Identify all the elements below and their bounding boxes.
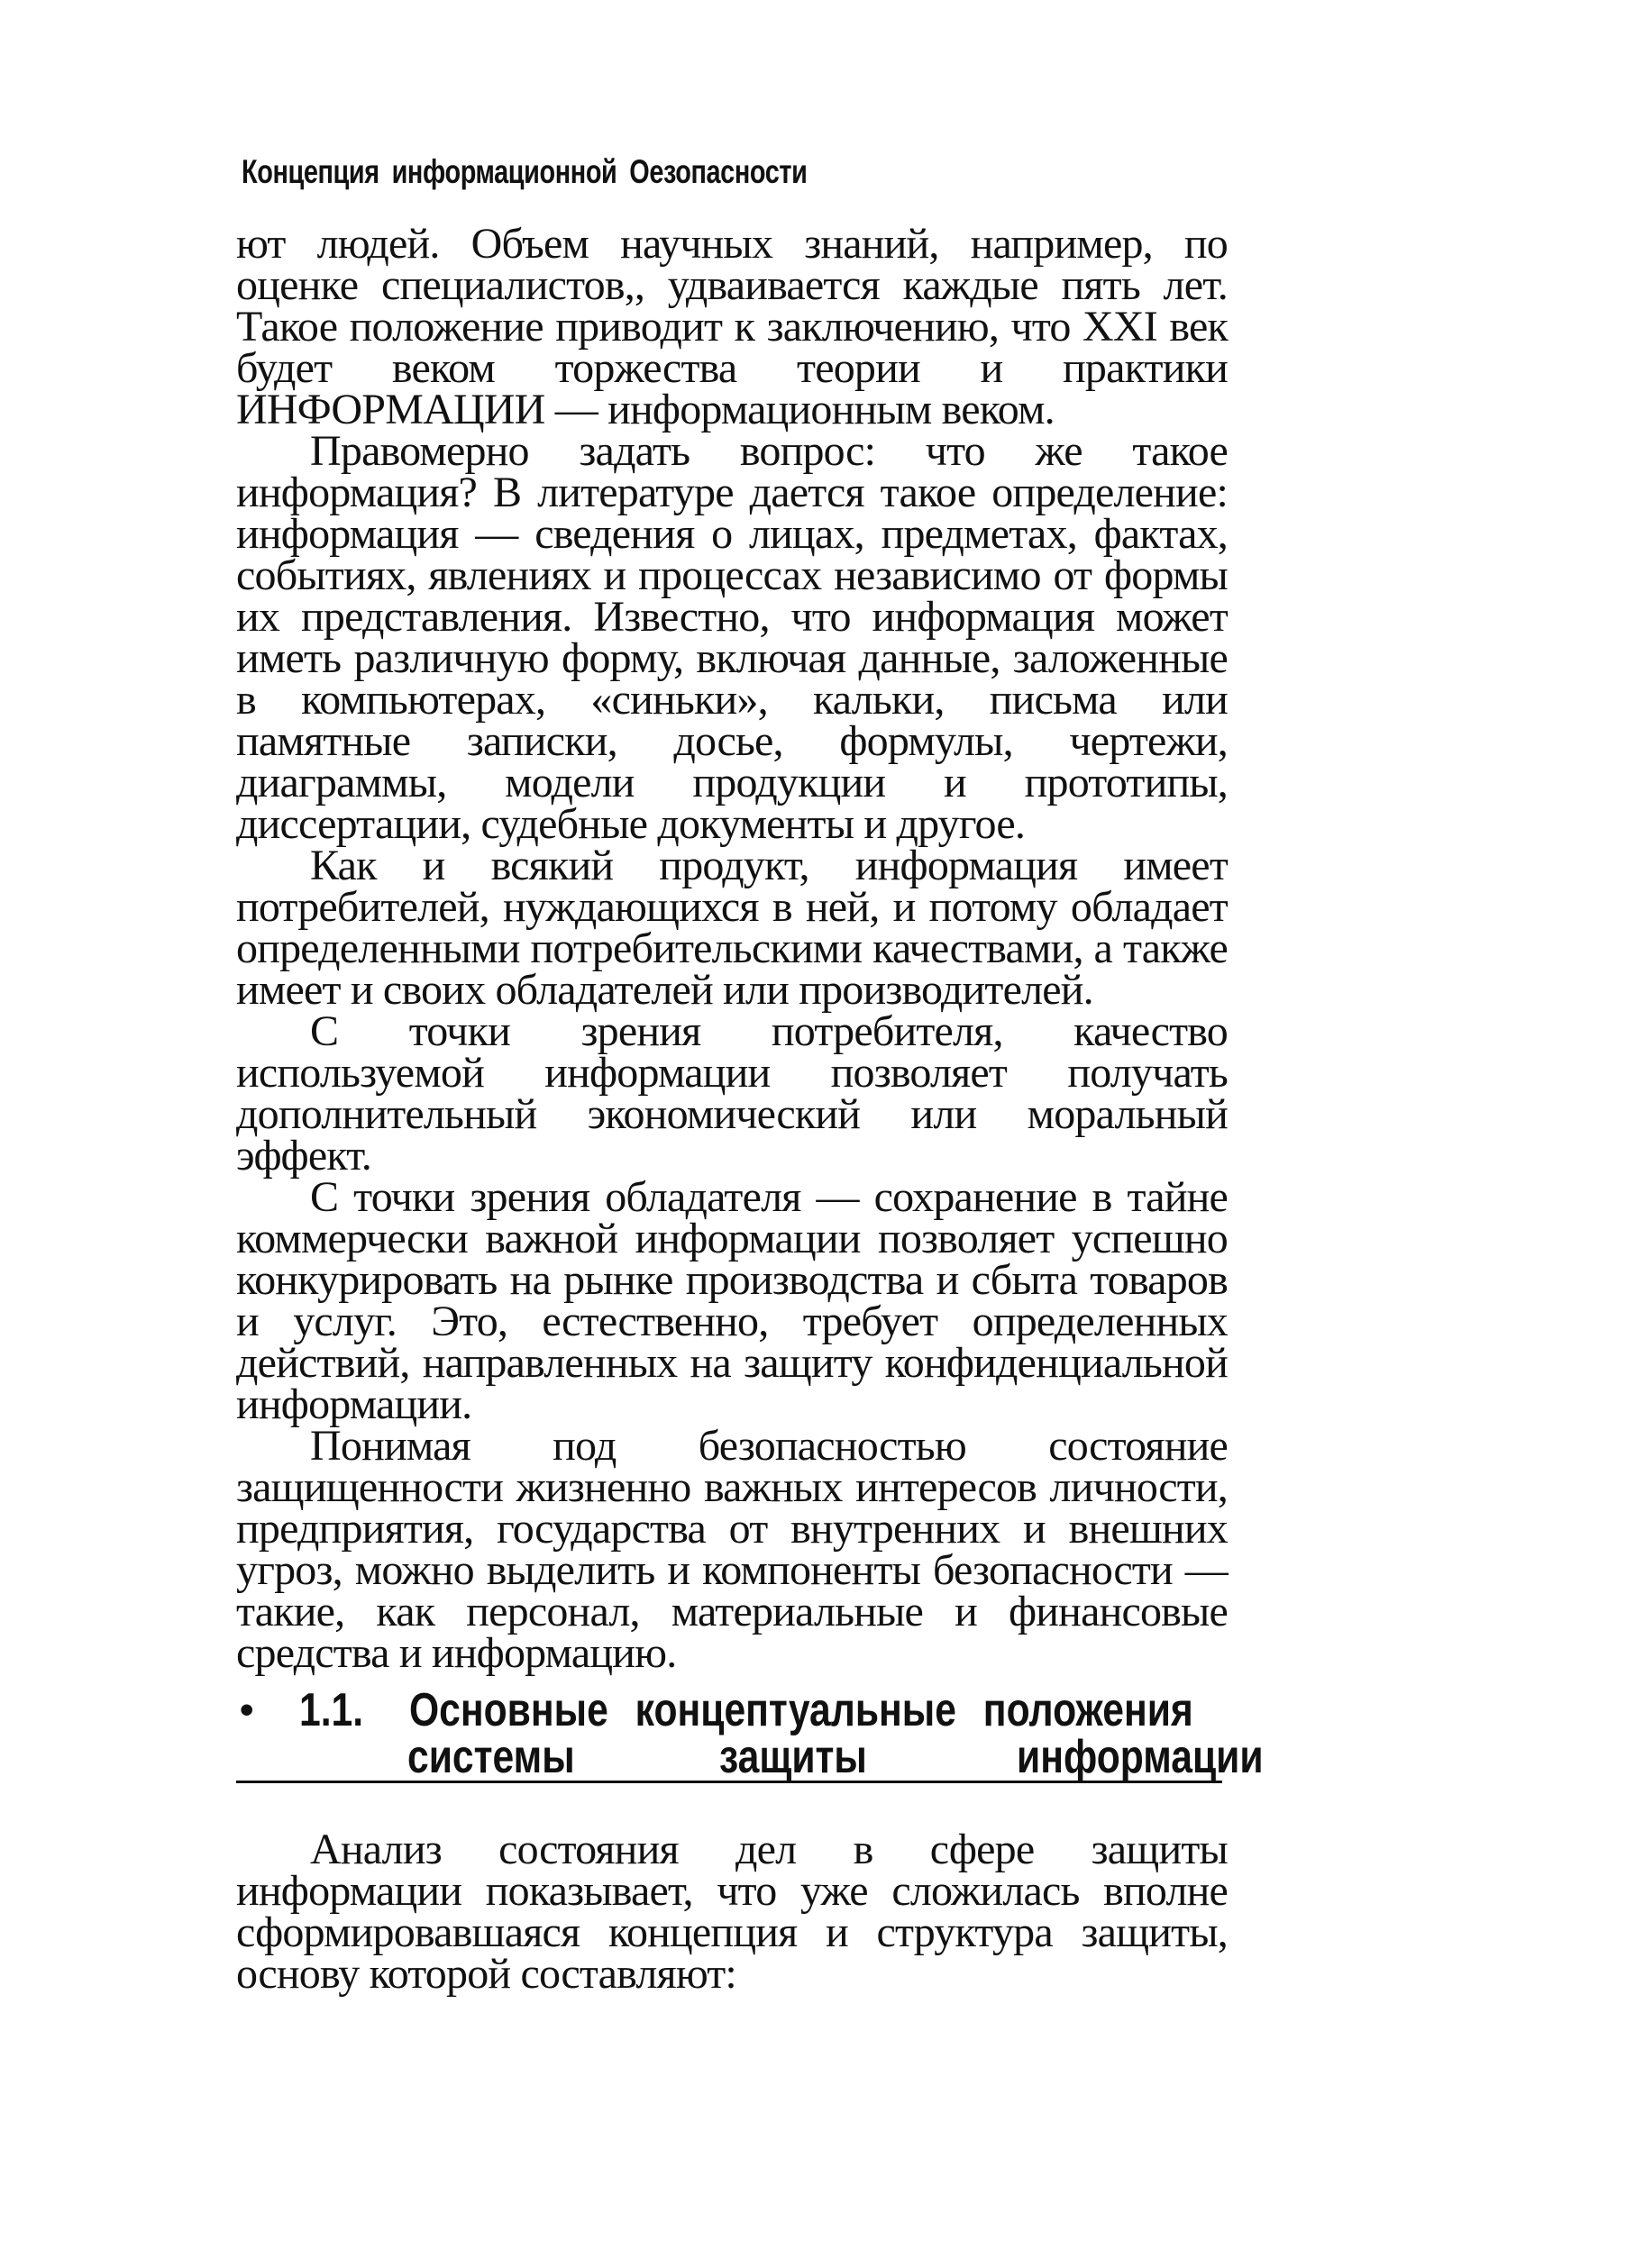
paragraph: Анализ состояния дел в сфере защиты информации показывает, что уже сложилась вполне сформировавшаяся концепция и структура защиты, основу которой составляют: (236, 1826, 1228, 1998)
paragraph: Понимая под безопасностью состояние защищенности жизненно важных интересов личности, предприятия, государства от внутренних и внешних угроз, можно выделить и компоненты безопасности — такие, как персонал, материальные и финансовые средства и информацию. (236, 1422, 1228, 1677)
section-title-word: системы (407, 1731, 575, 1783)
paragraph: Правомерно задать вопрос: что же такое информация? В литературе дается такое определение: информация — сведения о лицах, предметах, фактах, событиях, явлениях и процессах независимо от формы их представления. Известно, что информация может иметь различную форму, включая данные, заложенные в компьютерах, «синьки», кальки, письма или памятные записки, досье, формулы, чертежи, диаграммы, модели продукции и прототипы, диссертации, судебные документы и другое. (236, 427, 1228, 848)
section-title-line1: Основные концептуальные положения (409, 1684, 1193, 1736)
body-text (236, 220, 1228, 1677)
section-title-word: информации (1017, 1731, 1264, 1783)
paragraph: Как и всякий продукт, информация имеет потребителей, нуждающихся в ней, и потому обладает определенными потребительскими качествами, а также имеет и своих обладателей или производителей. (236, 842, 1228, 1014)
paragraph: ют людей. Объем научных знаний, например, по оценке специалистов,, удваивается каждые пять лет. Такое положение приводит к заключению, что XXI век будет веком торжества теории и практики ИНФОРМАЦИИ — информационным веком. (236, 220, 1228, 433)
running-head: Концепция информационной Оезопасности (242, 153, 808, 190)
section-title-line2 (236, 1731, 1264, 1783)
section-heading (236, 1684, 1264, 1791)
section-title-word: защиты (719, 1731, 867, 1783)
section-body-text (236, 1826, 1228, 1998)
paragraph: С точки зрения обладателя — сохранение в тайне коммерчески важной информации позволяет успешно конкурировать на рынке производства и сбыта товаров и услуг. Это, естественно, требует определенных действий, направленных на защиту конфиденциальной информации. (236, 1173, 1228, 1428)
paragraph: С точки зрения потребителя, качество используемой информации позволяет получать дополнительный экономический или моральный эффект. (236, 1007, 1228, 1180)
bullet-icon: • (240, 1688, 254, 1732)
section-number: 1.1. (299, 1684, 364, 1736)
